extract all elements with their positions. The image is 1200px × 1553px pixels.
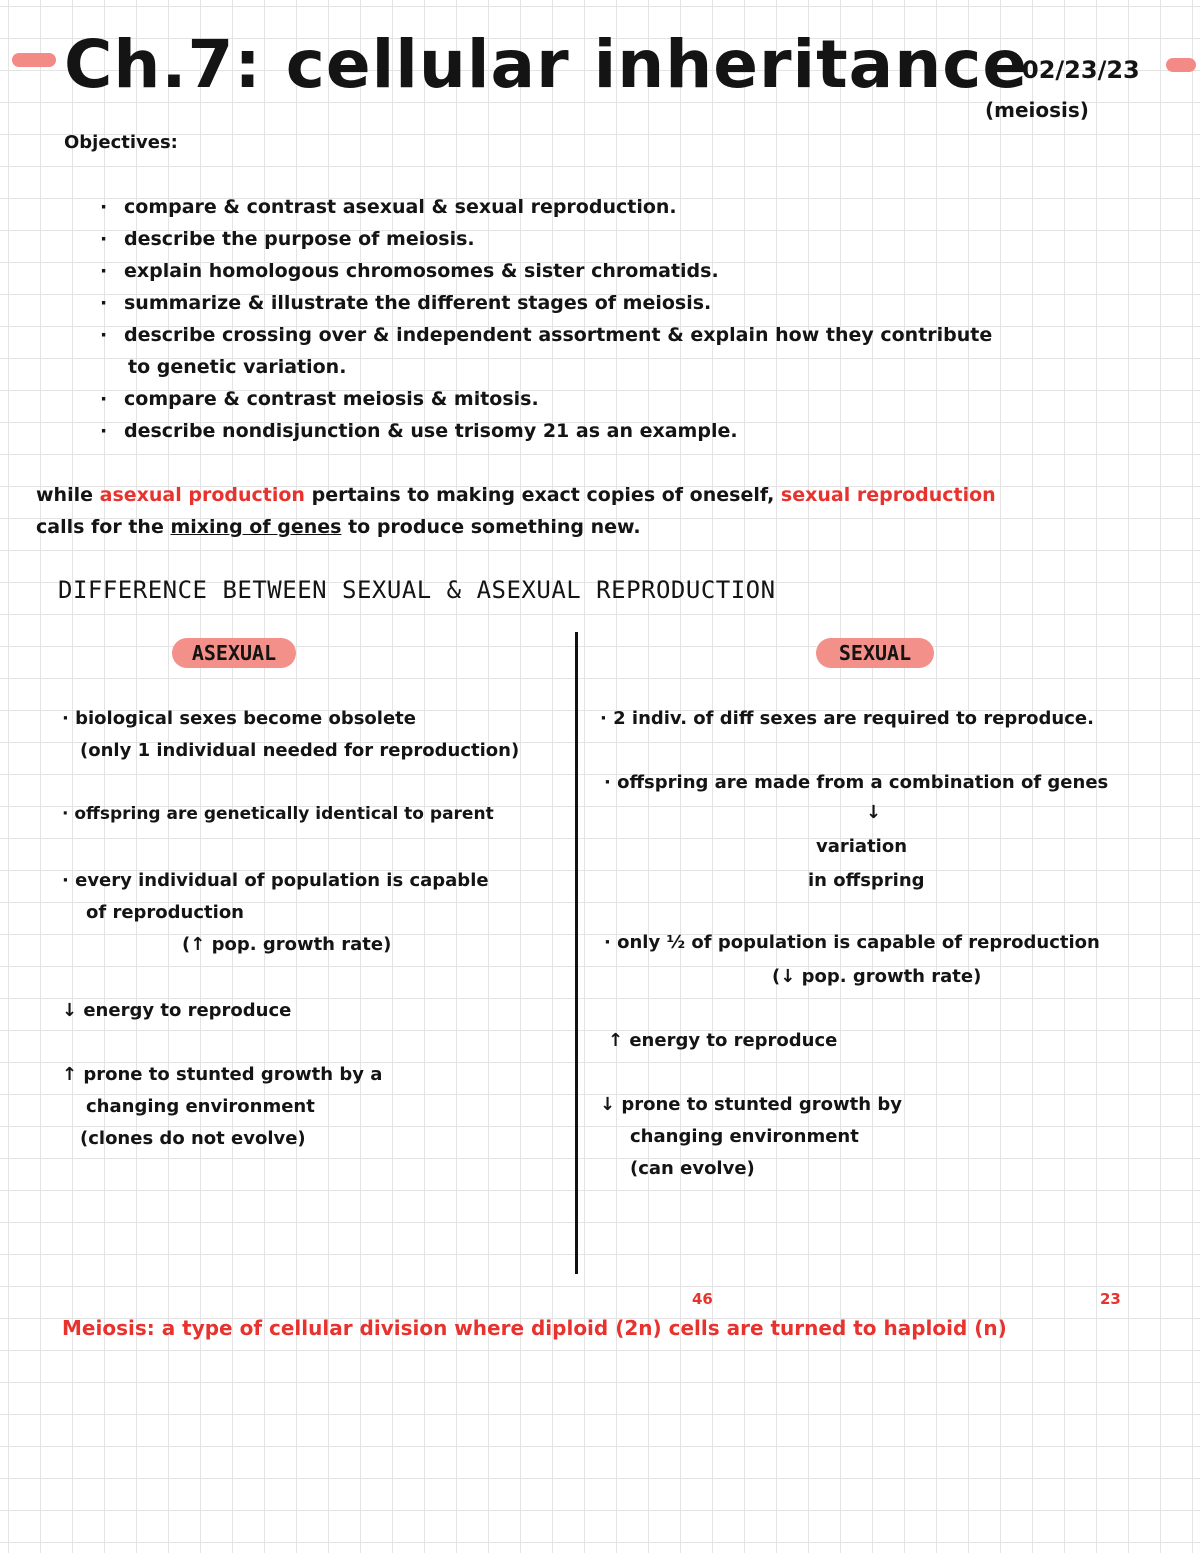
asexual-point: of reproduction	[86, 902, 245, 923]
intro-line-2: calls for the mixing of genes to produce something new.	[36, 516, 641, 538]
bullet: ·	[100, 324, 108, 346]
bullet: ·	[100, 228, 108, 250]
meiosis-definition: Meiosis: a type of cellular division where diploid (2n) cells are turned to haploid (n)	[62, 1316, 1007, 1340]
bullet: ·	[100, 420, 108, 442]
asexual-point: · biological sexes become obsolete	[62, 708, 416, 729]
asexual-point: (only 1 individual needed for reproduction)	[80, 740, 520, 761]
sexual-point: variation	[816, 836, 908, 857]
intro-line-1: while asexual production pertains to making exact copies of oneself, sexual reproduction	[36, 484, 996, 506]
objective-item-continued: to genetic variation.	[128, 356, 347, 378]
topic-subtitle: (meiosis)	[985, 98, 1089, 122]
asexual-point: changing environment	[86, 1096, 315, 1117]
asexual-point: ↓ energy to reproduce	[62, 1000, 292, 1021]
diploid-count: 46	[692, 1290, 713, 1308]
note-date: 02/23/23	[1022, 56, 1140, 84]
sexual-point: · only ½ of population is capable of reproduction	[604, 932, 1100, 953]
asexual-point: · every individual of population is capable	[62, 870, 489, 891]
haploid-count: 23	[1100, 1290, 1121, 1308]
sexual-term: sexual reproduction	[780, 484, 996, 506]
sexual-point: in offspring	[808, 870, 925, 891]
column-divider	[575, 632, 578, 1274]
comparison-heading: DIFFERENCE BETWEEN SEXUAL & ASEXUAL REPRODUCTION	[58, 576, 776, 604]
sexual-point: ↑ energy to reproduce	[608, 1030, 838, 1051]
bullet: ·	[100, 196, 108, 218]
down-arrow-icon: ↓	[866, 802, 882, 823]
asexual-point: · offspring are genetically identical to parent	[62, 804, 494, 824]
pink-highlight-mark-left	[12, 53, 56, 67]
objective-item: · compare & contrast meiosis & mitosis.	[100, 388, 539, 410]
pink-highlight-mark-right	[1166, 58, 1196, 72]
objective-item: · describe crossing over & independent assortment & explain how they contribute	[100, 324, 993, 346]
sexual-point: ↓ prone to stunted growth by	[600, 1094, 902, 1115]
sexual-point: changing environment	[630, 1126, 859, 1147]
objective-item: · describe nondisjunction & use trisomy 21 as an example.	[100, 420, 738, 442]
asexual-point: ↑ prone to stunted growth by a	[62, 1064, 383, 1085]
objective-item: · compare & contrast asexual & sexual reproduction.	[100, 196, 677, 218]
asexual-column-label: ASEXUAL	[172, 638, 296, 668]
sexual-point: · 2 indiv. of diff sexes are required to reproduce.	[600, 708, 1094, 729]
sexual-column-label: SEXUAL	[816, 638, 934, 668]
objective-item: · explain homologous chromosomes & sister chromatids.	[100, 260, 719, 282]
objectives-label: Objectives:	[64, 132, 178, 153]
objective-item: · describe the purpose of meiosis.	[100, 228, 475, 250]
asexual-point: (clones do not evolve)	[80, 1128, 306, 1149]
asexual-point: (↑ pop. growth rate)	[182, 934, 392, 955]
sexual-point: (can evolve)	[630, 1158, 755, 1179]
mixing-of-genes: mixing of genes	[170, 516, 342, 538]
bullet: ·	[100, 260, 108, 282]
sexual-point: · offspring are made from a combination of genes	[604, 772, 1109, 793]
bullet: ·	[100, 292, 108, 314]
bullet: ·	[100, 388, 108, 410]
objective-item: · summarize & illustrate the different stages of meiosis.	[100, 292, 712, 314]
sexual-point: (↓ pop. growth rate)	[772, 966, 982, 987]
asexual-term: asexual production	[99, 484, 305, 506]
page-title: Ch.7: cellular inheritance	[64, 26, 1029, 103]
